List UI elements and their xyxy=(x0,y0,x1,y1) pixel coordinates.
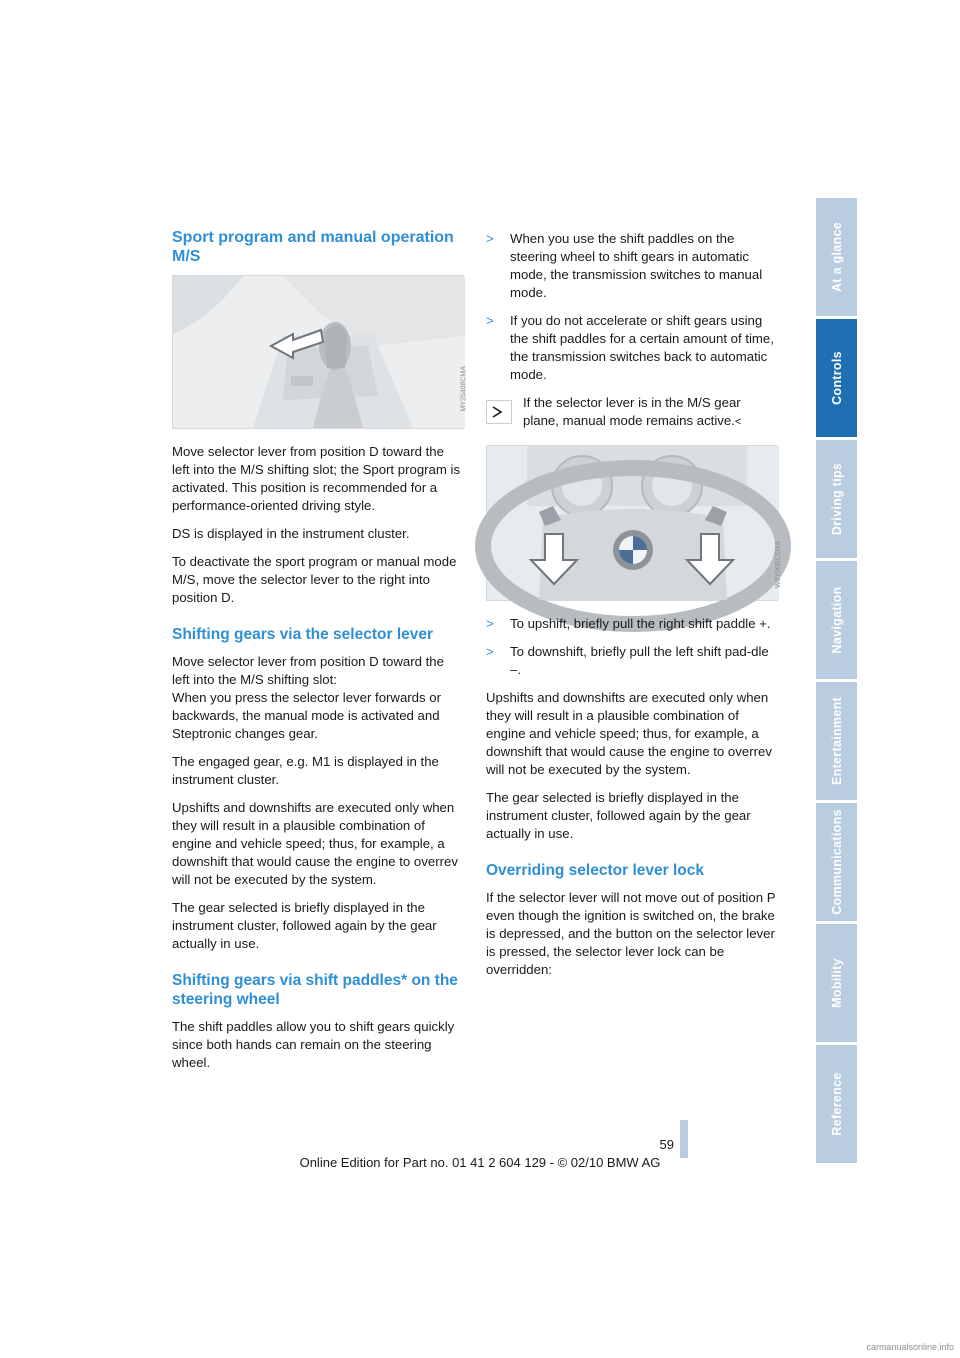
page-number: 59 xyxy=(659,1137,674,1152)
tab-driving-tips[interactable]: Driving tips xyxy=(816,440,857,558)
selector-lever-illustration xyxy=(173,276,465,428)
paragraph: Upshifts and downshifts are executed only when they will result in a plausible combination of engine and vehicle speed; thus, for example, a downshift that would cause the engine to overrev will not be executed by the system. xyxy=(486,690,772,777)
bullet-mark: > xyxy=(486,313,494,328)
page-number-bar xyxy=(680,1120,688,1158)
end-mark: < xyxy=(734,416,742,428)
bullet-mark: > xyxy=(486,231,494,246)
list-item: > To downshift, briefly pull the left shift pad-dle –. xyxy=(486,644,769,677)
tab-at-a-glance[interactable]: At a glance xyxy=(816,198,857,316)
bullet-mark: > xyxy=(486,644,494,659)
left-column xyxy=(172,228,468,1082)
right-column xyxy=(486,230,782,989)
figure-code: W8Y00BC5MA xyxy=(775,541,782,589)
note-icon xyxy=(486,400,512,424)
bullet-mark: > xyxy=(486,616,494,631)
chapter-sidebar xyxy=(816,198,857,1166)
section-title-sport-program: Sport program and manual operation M/S xyxy=(172,229,454,265)
paragraph: To deactivate the sport program or manual mode M/S, move the selector lever to the right into position D. xyxy=(172,554,457,605)
tab-entertainment[interactable]: Entertainment xyxy=(816,682,857,800)
section-title-override-lock: Overriding selector lever lock xyxy=(486,862,704,879)
note: If the selector lever is in the M/S gear plane, manual mode remains active.< xyxy=(486,394,778,431)
paragraph: Move selector lever from position D toward the left into the M/S shifting slot: When you press the selector lever forwards or backwards, the manual mode is activated and Steptronic changes gear. xyxy=(172,654,444,741)
selector-lever-figure xyxy=(172,275,468,429)
list-item: > If you do not accelerate or shift gears using the shift paddles for a certain amount of time, the transmission switches back to automatic mode. xyxy=(486,313,774,382)
list-item: > When you use the shift paddles on the steering wheel to shift gears in automatic mode, the transmission switches to manual mode. xyxy=(486,231,763,300)
section-title-selector-lever: Shifting gears via the selector lever xyxy=(172,626,434,643)
tab-controls[interactable]: Controls xyxy=(816,319,857,437)
tab-mobility[interactable]: Mobility xyxy=(816,924,857,1042)
paragraph: If the selector lever will not move out of position P even though the ignition is switched on, the brake is depressed, and the button on the selector lever is pressed, the selector lever lock can be overridden: xyxy=(486,890,776,977)
section-title-shift-paddles: Shifting gears via shift paddles* on the steering wheel xyxy=(172,972,458,1008)
steering-wheel-figure xyxy=(486,445,782,601)
figure-code: MY25408CMA xyxy=(461,366,468,412)
paragraph: Upshifts and downshifts are executed only when they will result in a plausible combination of engine and vehicle speed; thus, for example, a downshift that would cause the engine to overrev will not be executed by the system. xyxy=(172,800,458,887)
steering-wheel-illustration xyxy=(487,446,779,600)
paragraph: The gear selected is briefly displayed in the instrument cluster, followed again by the gear actually in use. xyxy=(486,790,751,841)
paragraph: DS is displayed in the instrument cluster. xyxy=(172,526,410,541)
paragraph: The gear selected is briefly displayed in the instrument cluster, followed again by the gear actually in use. xyxy=(172,900,437,951)
list-item: > To upshift, briefly pull the right shift paddle +. xyxy=(486,616,771,631)
tab-communications[interactable]: Communications xyxy=(816,803,857,921)
paragraph: Move selector lever from position D toward the left into the M/S shifting slot; the Sport program is activated. This position is recommended for a performance-oriented driving style. xyxy=(172,444,461,513)
tab-navigation[interactable]: Navigation xyxy=(816,561,857,679)
watermark: carmanualsonline.info xyxy=(866,1342,954,1352)
paragraph: The shift paddles allow you to shift gears quickly since both hands can remain on the steering wheel. xyxy=(172,1019,455,1070)
paragraph: The engaged gear, e.g. M1 is displayed in the instrument cluster. xyxy=(172,754,439,787)
footer-text: Online Edition for Part no. 01 41 2 604 129 - © 02/10 BMW AG xyxy=(299,1155,661,1170)
tab-reference[interactable]: Reference xyxy=(816,1045,857,1163)
